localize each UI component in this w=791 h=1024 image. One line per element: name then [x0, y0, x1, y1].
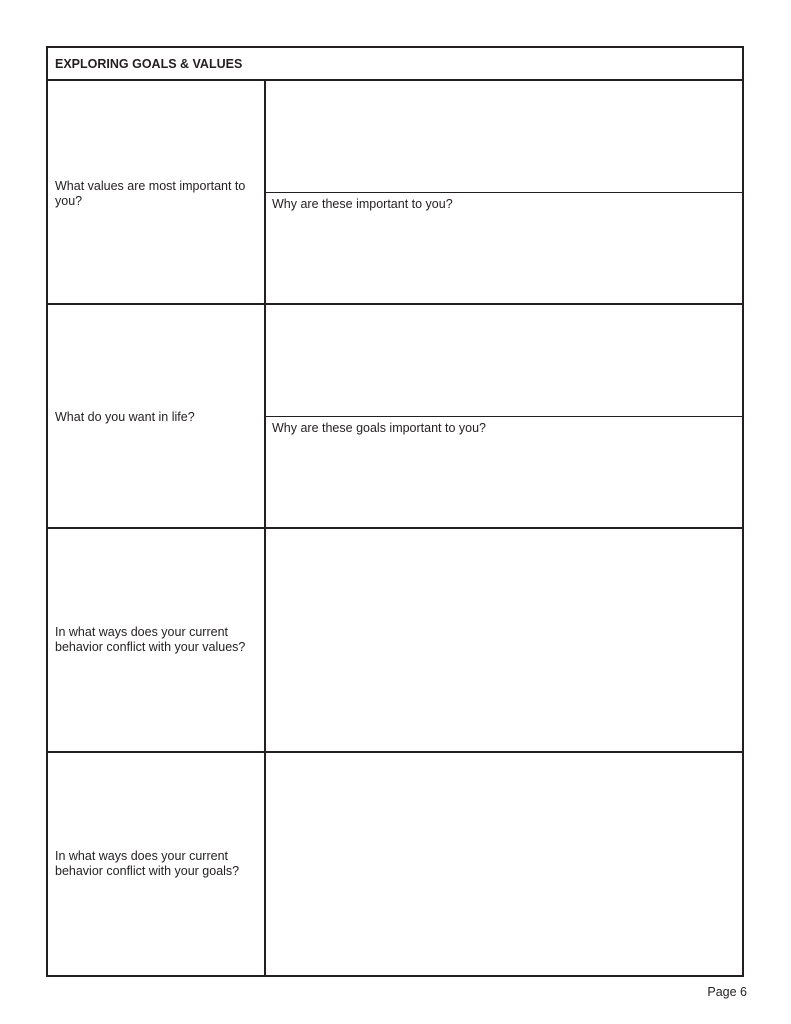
- table-row: [48, 753, 742, 975]
- answer-area[interactable]: [266, 753, 742, 975]
- table-row: [48, 305, 742, 529]
- question-text: In what ways does your current behavior conflict with your values?: [55, 625, 246, 654]
- followup-text: Why are these important to you?: [272, 197, 453, 211]
- worksheet-title: EXPLORING GOALS & VALUES: [48, 48, 742, 81]
- question-text: What do you want in life?: [55, 410, 195, 424]
- question-text: In what ways does your current behavior conflict with your goals?: [55, 849, 240, 878]
- question-cell: [48, 81, 266, 303]
- answer-area[interactable]: [266, 81, 742, 193]
- followup-text: Why are these goals important to you?: [272, 421, 487, 435]
- followup-area[interactable]: [266, 193, 742, 303]
- answer-area[interactable]: [266, 305, 742, 417]
- question-cell: [48, 305, 266, 527]
- question-text: What values are most important to you?: [55, 179, 246, 208]
- followup-area[interactable]: [266, 417, 742, 527]
- answer-cell: [266, 81, 742, 303]
- page-number: Page 6: [707, 985, 747, 999]
- answer-cell: [266, 305, 742, 527]
- table-row: [48, 81, 742, 305]
- question-cell: [48, 529, 266, 751]
- table-row: [48, 529, 742, 753]
- question-cell: [48, 753, 266, 975]
- worksheet-table: [46, 46, 744, 977]
- answer-area[interactable]: [266, 529, 742, 751]
